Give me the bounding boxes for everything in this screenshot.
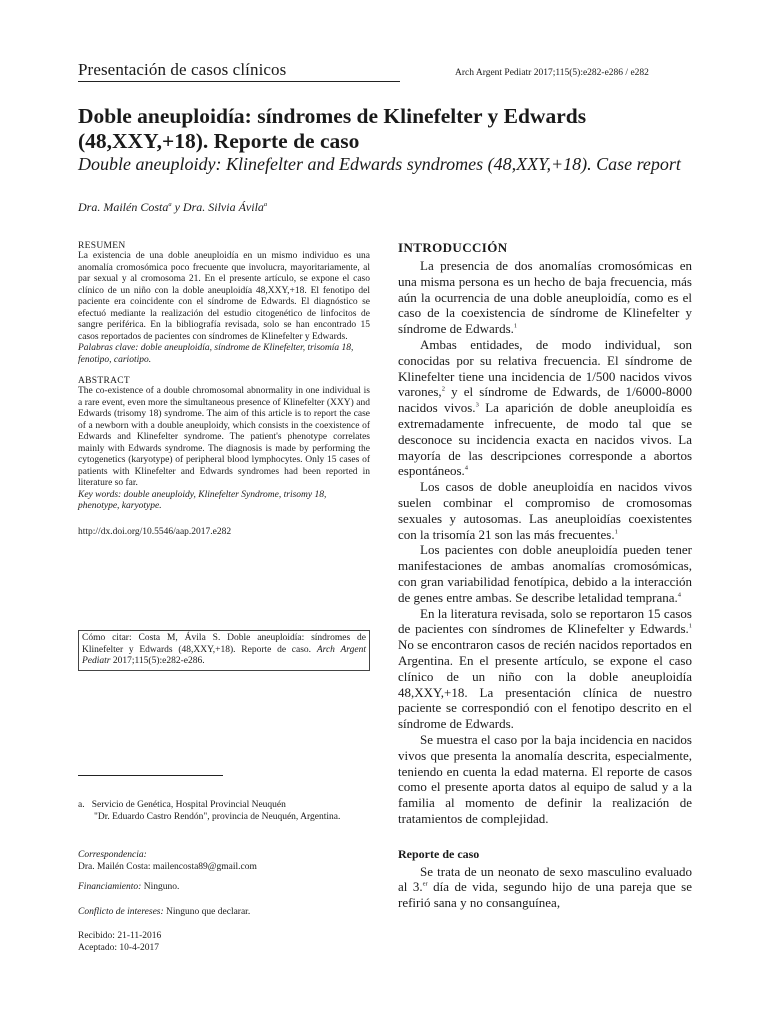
funding-text: Ninguno. xyxy=(143,882,180,892)
conflict-label: Conflicto de intereses: xyxy=(78,907,164,917)
intro-paragraph: En la literatura revisada, solo se reportaron 15 casos de pacientes con síndromes de Klinefelter y Edwards.$^1$ No se encontraron casos de recién nacidos reportados en Argentina. En el presente artículo, se expone el caso clínico de un niño con la doble aneuploidía 48,XXY,+18. La presentación clínica de nuestro paciente se correspondió con el fenotipo descrito en el síndrome de Edwards. xyxy=(398,605,692,732)
introduction-heading: INTRODUCCIÓN xyxy=(398,240,508,255)
abstract-text: The co-existence of a double chromosomal abnormality in one individual is a rare event, even more the simultaneous presence of Klinefelter (XXY) and Edwards (trisomy 18) syndrome. The aim of this article is to report the case of a newborn with a double aneuploidy, which consists in the coexistence of Edwards and Klinefelter syndrome. The patient's phenotype correlates mainly with Edwards syndrome. The diagnosis is made by performing the cytogenetics (karyotype) of peripheral blood lymphocytes. Only 15 cases of patients with Klinefelter and Edwards syndromes had been reported in literature so far. xyxy=(78,386,370,488)
how-to-cite-box xyxy=(78,630,370,671)
abstract-column xyxy=(78,241,370,537)
footnote-divider xyxy=(78,775,223,776)
author-name: Dra. Mailén Costa xyxy=(78,200,169,214)
correspondence xyxy=(78,849,257,873)
affiliation-footnote xyxy=(78,799,368,823)
reference-marker: 1 xyxy=(688,623,692,630)
affiliation-marker: a xyxy=(263,201,268,208)
palabras-clave xyxy=(78,343,370,366)
received-date: Recibido: 21-11-2016 xyxy=(78,931,162,941)
keywords-text: double aneuploidy, Klinefelter Syndrome, trisomy 18, phenotype, karyotype. xyxy=(78,489,327,511)
affiliation-marker: a xyxy=(168,201,172,208)
intro-paragraph: La presencia de dos anomalías cromosómicas en una misma persona es un hecho de baja frecuencia, más aún la ocurrencia de una doble aneuploidía, como es el caso de la coexistencia de síndrome de Klinefelter y síndrome de Edwards.$^1$ xyxy=(398,258,692,337)
funding xyxy=(78,882,179,892)
case-report-paragraph: Se trata de un neonato de sexo masculino evaluado al 3.$^{er}$ día de vida, segundo hijo de una pareja que se refirió sana y no consanguínea, xyxy=(398,863,692,911)
resumen-label: RESUMEN xyxy=(78,241,126,251)
keywords-label: Palabras clave: xyxy=(78,343,139,353)
reference-marker: 3 xyxy=(475,401,479,409)
article-title-spanish: Doble aneuploidía: síndromes de Klinefelter y Edwards (48,XXY,+18). Reporte de caso xyxy=(78,104,587,153)
intro-paragraph: Se muestra el caso por la baja incidencia en nacidos vivos que presenta la anomalía descrita, especialmente, teniendo en cuenta la edad materna. El reporte de casos como el presente aporta datos al equipo de salud y a la familia al momento de definir la realización de tratamientos de complejidad. xyxy=(398,731,692,826)
abstract-label: ABSTRACT xyxy=(78,376,131,386)
section-header: Presentación de casos clínicos xyxy=(78,60,400,82)
intro-paragraph: Los casos de doble aneuploidía en nacidos vivos suelen combinar el compromiso de cromosomas sexuales y autosomas. Las aneuploidías coexistentes con la trisomía 21 son las más frecuentes.$^1$ xyxy=(398,479,692,542)
cite-journal: Arch Argent Pediatr xyxy=(82,644,367,666)
case-report-heading: Reporte de caso xyxy=(398,846,480,861)
article-title-english: Double aneuploidy: Klinefelter and Edwards syndromes (48,XXY,+18). Case report xyxy=(78,154,681,174)
reference-marker: 1 xyxy=(614,528,618,536)
intro-paragraph: Los pacientes con doble aneuploidía pueden tener manifestaciones de ambas anomalías cromosómicas, con gran variabilidad fenotípica, debido a la interacción de genes entre ambas. Se describe letalidad temprana.$^4$ xyxy=(398,542,692,605)
keywords-label: Key words: xyxy=(78,489,122,500)
correspondence-email[interactable]: Dra. Mailén Costa: mailencosta89@gmail.com xyxy=(78,862,257,872)
correspondence-label: Correspondencia: xyxy=(78,850,147,860)
journal-citation-header: Arch Argent Pediatr 2017;115(5):e282-e286 / e282 xyxy=(455,68,649,78)
reference-marker: 1 xyxy=(513,322,518,330)
reference-marker: 4 xyxy=(464,465,469,473)
author-name: Dra. Silvia Ávila xyxy=(182,200,264,214)
keywords-text: doble aneuploidía, síndrome de Klinefelter, trisomía 18, fenotipo, cariotipo. xyxy=(78,343,354,365)
funding-label: Financiamiento: xyxy=(78,882,142,892)
conflict-of-interest xyxy=(78,907,250,917)
doi-link[interactable]: http://dx.doi.org/10.5546/aap.2017.e282 xyxy=(78,526,232,537)
affiliation-line: "Dr. Eduardo Castro Rendón", provincia de Neuquén, Argentina. xyxy=(94,812,341,822)
affiliation-marker: a. xyxy=(78,800,85,810)
body-column xyxy=(398,240,692,911)
affiliation-line: Servicio de Genética, Hospital Provincial Neuquén xyxy=(91,800,286,810)
ordinal-suffix: er xyxy=(422,881,428,889)
reference-marker: 4 xyxy=(677,591,681,599)
accepted-date: Aceptado: 10-4-2017 xyxy=(78,943,159,953)
cite-ref: 2017;115(5):e282-e286. xyxy=(112,656,205,666)
cite-text: Cómo citar: Costa M, Ávila S. Doble aneuploidía: síndromes de Klinefelter y Edwards (48,XXY,+18). Reporte de caso. xyxy=(82,633,366,655)
article-dates xyxy=(78,930,161,954)
resumen-text: La existencia de una doble aneuploidía en un mismo individuo es una anomalía cromosómica poco frecuente que involucra, mayoritariamente, al par sexual y al cromosoma 21. En el presente artículo, se expone el caso clínico de un niño con la doble aneuploidía 48,XXY,+18. El fenotipo del paciente era coincidente con el síndrome de Edwards. El diagnóstico se efectuó mediante la realización del estudio citogenético de linfocitos de sangre periférica. En la bibliografía revisada, solo se han encontrado 15 casos reportados de pacientes con síndromes de Klinefelter y Edwards. xyxy=(78,251,370,342)
authors xyxy=(78,200,267,215)
reference-marker: 2 xyxy=(441,386,445,394)
intro-paragraph: Ambas entidades, de modo individual, son conocidas por su relativa frecuencia. El síndrome de Klinefelter tiene una incidencia de 1/500 nacidos vivos varones,$^2$ y el síndrome de Edwards, de 1/6000-8000 nacidos vivos.$^3$ La aparición de doble aneuploidía es extremadamente infrecuente, de modo tal que se desconoce su incidencia exacta en nacidos vivos. La mayoría de las descripciones corresponde a abortos espontáneos.$^4$ xyxy=(398,336,693,479)
author-connector: y xyxy=(174,200,180,214)
conflict-text: Ninguno que declarar. xyxy=(166,907,251,917)
key-words xyxy=(78,490,370,513)
